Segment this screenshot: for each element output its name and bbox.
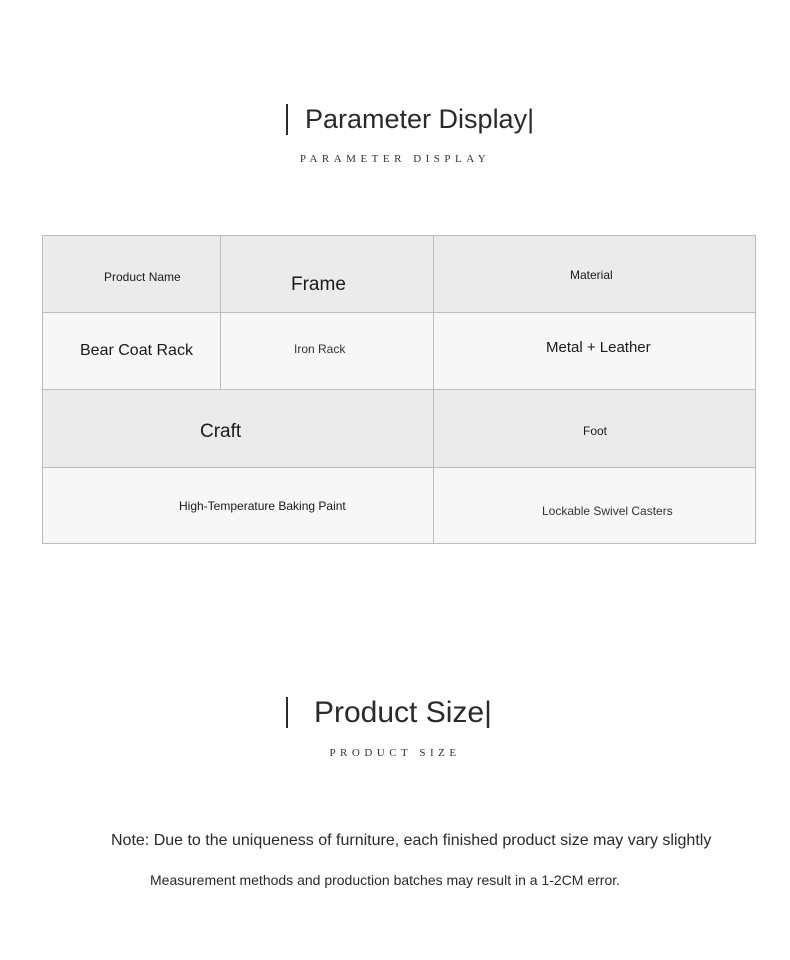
foot-label-cell: [433, 390, 755, 468]
frame-value-cell: [220, 313, 434, 390]
parameter-display-title: Parameter Display|: [305, 104, 535, 134]
product-name-value: Bear Coat Rack: [80, 342, 193, 359]
craft-label: Craft: [200, 421, 242, 442]
craft-value: High-Temperature Baking Paint: [179, 499, 346, 513]
material-value: Metal + Leather: [546, 339, 651, 356]
size-note-primary: Note: Due to the uniqueness of furniture, each finished product size may vary slightly: [111, 832, 712, 849]
material-label-cell: [433, 236, 755, 313]
foot-value-cell: [433, 468, 755, 543]
table-row: [43, 312, 755, 390]
product-name-value-cell: [43, 313, 221, 390]
material-value-cell: [433, 313, 755, 390]
foot-label: Foot: [583, 424, 608, 438]
product-size-subtitle: PRODUCT SIZE: [329, 747, 461, 759]
product-size-title-bar: [286, 697, 288, 728]
frame-value: Iron Rack: [294, 342, 346, 356]
table-row: [43, 236, 755, 313]
frame-label-cell: [220, 236, 434, 313]
material-label: Material: [570, 268, 613, 282]
product-name-label-cell: [43, 236, 221, 313]
product-name-label: Product Name: [104, 270, 181, 284]
parameter-title-bar: [286, 104, 288, 135]
craft-label-cell: [43, 390, 434, 468]
size-note-secondary: Measurement methods and production batches may result in a 1-2CM error.: [150, 872, 621, 888]
table-row: [43, 467, 755, 543]
table-row: [43, 389, 755, 468]
foot-value: Lockable Swivel Casters: [542, 504, 673, 518]
product-size-title: Product Size|: [314, 696, 492, 729]
parameter-display-subtitle: PARAMETER DISPLAY: [299, 153, 491, 165]
parameter-table: [42, 235, 756, 544]
craft-value-cell: [43, 468, 434, 543]
frame-label: Frame: [291, 274, 346, 295]
